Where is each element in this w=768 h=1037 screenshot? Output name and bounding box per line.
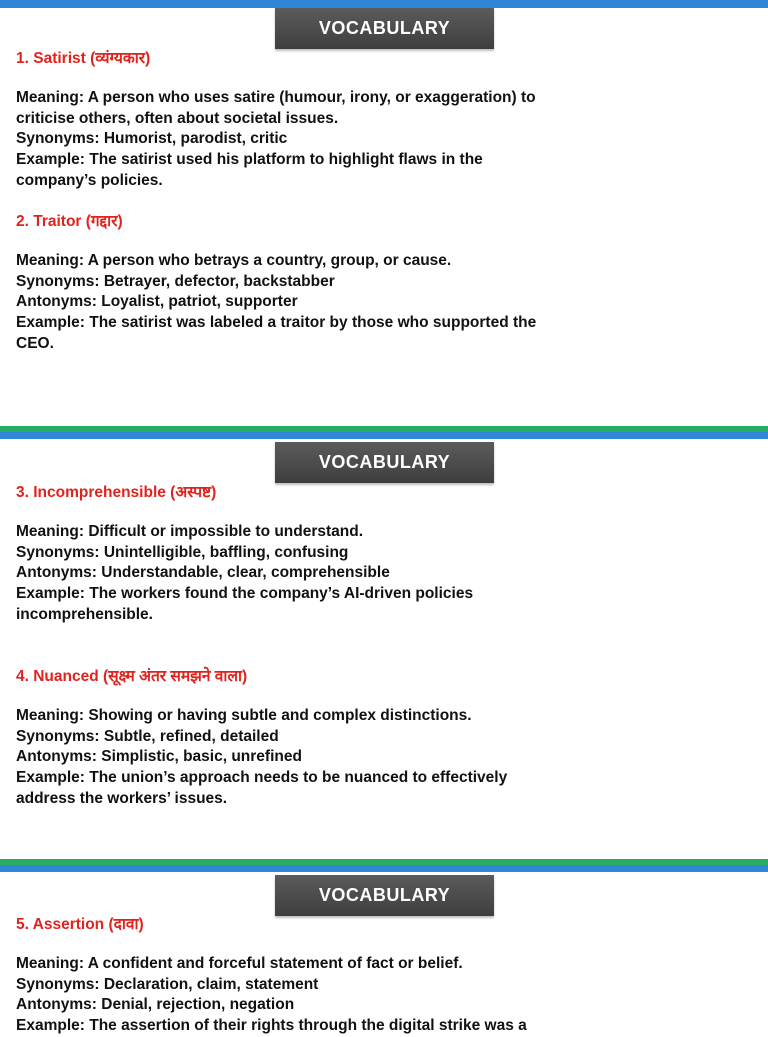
vocab-word-title: 5. Assertion (दावा): [16, 916, 144, 933]
vocab-entry-satirist: [16, 46, 626, 192]
synonyms-line: Synonyms: Humorist, parodist, critic: [16, 130, 288, 148]
example-line: CEO.: [16, 334, 54, 352]
synonyms-line: Synonyms: Betrayer, defector, backstabber: [16, 272, 335, 290]
vocab-entry-assertion: [16, 912, 626, 1037]
example-line: Example: The assertion of their rights through the digital strike was a: [16, 1017, 527, 1035]
top-accent-band: [0, 0, 768, 8]
vocabulary-heading: VOCABULARY: [275, 442, 494, 483]
meaning-line: Meaning: A person who betrays a country, group, or cause.: [16, 252, 452, 269]
antonyms-line: Antonyms: Simplistic, basic, unrefined: [16, 748, 302, 766]
synonyms-line: Synonyms: Declaration, claim, statement: [16, 975, 319, 993]
top-accent-band: [0, 426, 768, 439]
synonyms-line: Synonyms: Unintelligible, baffling, confusing: [16, 543, 349, 561]
meaning-line: Meaning: A confident and forceful statement of fact or belief.: [16, 955, 463, 972]
example-line: company’s policies.: [16, 171, 163, 189]
vocab-entry-traitor: [16, 209, 626, 355]
top-accent-band: [0, 859, 768, 872]
example-line: Example: The satirist was labeled a traitor by those who supported the: [16, 314, 537, 332]
vocab-word-title: 2. Traitor (गद्दार): [16, 213, 123, 230]
antonyms-line: Antonyms: Denial, rejection, negation: [16, 996, 295, 1014]
vocabulary-card-3: [0, 859, 768, 1035]
vocab-word-title: 1. Satirist (व्यंग्यकार): [16, 50, 151, 67]
vocab-word-title: 3. Incomprehensible (अस्पष्ट): [16, 484, 217, 501]
meaning-line: Meaning: A person who uses satire (humour, irony, or exaggeration) to: [16, 89, 536, 106]
vocabulary-card-1: [0, 0, 768, 426]
synonyms-line: Synonyms: Subtle, refined, detailed: [16, 727, 279, 745]
antonyms-line: Antonyms: Understandable, clear, comprehensible: [16, 564, 390, 582]
vocab-entry-incomprehensible: [16, 480, 626, 626]
vocab-word-title: 4. Nuanced (सूक्ष्म अंतर समझने वाला): [16, 668, 248, 685]
vocabulary-heading: VOCABULARY: [275, 8, 494, 49]
meaning-line: Meaning: Showing or having subtle and complex distinctions.: [16, 707, 472, 724]
example-line: Example: The union’s approach needs to be nuanced to effectively: [16, 769, 508, 787]
vocabulary-card-2: [0, 426, 768, 859]
meaning-line: criticise others, often about societal issues.: [16, 109, 339, 127]
example-line: Example: The workers found the company’s AI-driven policies: [16, 585, 474, 603]
meaning-line: Meaning: Difficult or impossible to understand.: [16, 523, 364, 540]
example-line: address the workers’ issues.: [16, 789, 228, 807]
vocabulary-heading: VOCABULARY: [275, 875, 494, 916]
example-line: Example: The satirist used his platform to highlight flaws in the: [16, 151, 483, 169]
example-line: incomprehensible.: [16, 605, 153, 623]
antonyms-line: Antonyms: Loyalist, patriot, supporter: [16, 293, 298, 311]
vocab-entry-nuanced: [16, 664, 626, 810]
